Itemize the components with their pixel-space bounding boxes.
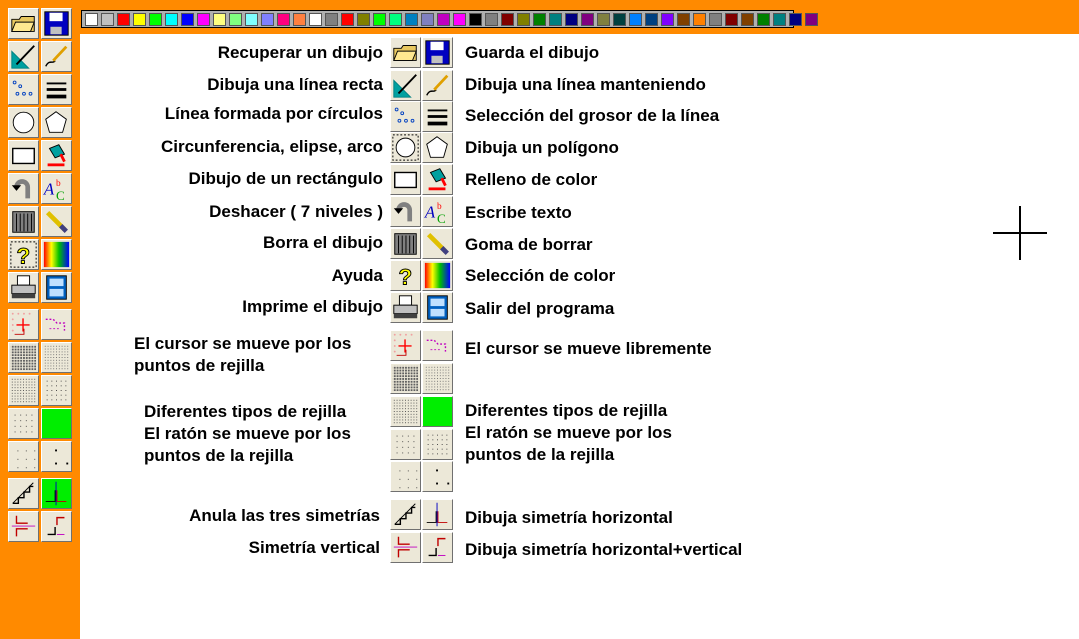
circle-icon[interactable] [8, 107, 39, 138]
printer-icon [390, 292, 421, 323]
label-horizontal-symmetry: Dibuja simetría horizontal [465, 508, 673, 527]
color-swatch[interactable] [165, 13, 178, 26]
grid-medium-icon[interactable] [41, 342, 72, 373]
grid-sparse-icon [422, 429, 453, 460]
label-text: Escribe texto [465, 203, 572, 222]
grid-dense-icon[interactable] [8, 342, 39, 373]
open-folder-icon[interactable] [8, 8, 39, 39]
polygon-icon[interactable] [41, 107, 72, 138]
trash-can-icon[interactable] [8, 206, 39, 237]
svg-text:?: ? [398, 264, 413, 290]
text-icon[interactable] [41, 173, 72, 204]
label-freehand: Dibuja una línea manteniendo [465, 75, 706, 94]
rectangle-icon [390, 164, 421, 195]
color-swatch[interactable] [309, 13, 322, 26]
color-swatch[interactable] [741, 13, 754, 26]
svg-text:?: ? [16, 243, 31, 269]
label-grid-right-3: puntos de la rejilla [465, 445, 615, 464]
horizontal-symmetry-icon[interactable] [41, 478, 72, 509]
grid-wide-icon[interactable] [8, 408, 39, 439]
dotted-line-icon [390, 101, 421, 132]
vertical-symmetry-icon[interactable] [8, 511, 39, 542]
color-swatch[interactable] [485, 13, 498, 26]
label-rectangle: Dibujo de un rectángulo [188, 169, 383, 188]
grid-max-icon[interactable] [41, 441, 72, 472]
line-icon [390, 70, 421, 101]
color-palette [81, 10, 794, 28]
svg-text:A: A [43, 179, 55, 199]
label-no-symmetry: Anula las tres simetrías [189, 506, 380, 525]
exit-icon[interactable] [41, 272, 72, 303]
help-icon [390, 260, 421, 291]
printer-icon[interactable] [8, 272, 39, 303]
color-swatch[interactable] [293, 13, 306, 26]
polygon-icon [422, 132, 453, 163]
label-grid-left-1: Diferentes tipos de rejilla [144, 402, 347, 421]
label-snap-cursor-2: puntos de rejilla [134, 356, 265, 375]
grid-dense-icon [390, 363, 421, 394]
color-gradient-icon[interactable] [41, 239, 72, 270]
label-dotted-line: Línea formada por círculos [164, 104, 383, 123]
color-swatch[interactable] [277, 13, 290, 26]
color-swatch[interactable] [405, 13, 418, 26]
color-swatch[interactable] [133, 13, 146, 26]
free-cursor-icon[interactable] [41, 309, 72, 340]
grid-max-icon [422, 461, 453, 492]
label-vertical-symmetry: Simetría vertical [248, 538, 380, 557]
color-swatch[interactable] [325, 13, 338, 26]
line-width-icon [422, 101, 453, 132]
color-swatch[interactable] [661, 13, 674, 26]
color-swatch[interactable] [149, 13, 162, 26]
svg-text:C: C [437, 211, 446, 226]
color-swatch[interactable] [549, 13, 562, 26]
label-open: Recuperar un dibujo [217, 43, 383, 62]
color-swatch[interactable] [437, 13, 450, 26]
drawing-canvas[interactable] [80, 34, 1079, 639]
svg-text:b: b [437, 202, 442, 213]
help-icon[interactable] [8, 239, 39, 270]
label-exit: Salir del programa [465, 299, 615, 318]
grid-none-icon [422, 396, 453, 427]
open-folder-icon [390, 37, 421, 68]
svg-text:C: C [56, 188, 65, 203]
label-grid-left-2: El ratón se mueve por los [144, 424, 351, 443]
eraser-icon [422, 228, 453, 259]
fill-bucket-icon [422, 164, 453, 195]
dotted-line-icon[interactable] [8, 74, 39, 105]
snap-cursor-icon[interactable] [8, 309, 39, 340]
label-fill: Relleno de color [465, 170, 598, 189]
color-swatch[interactable] [501, 13, 514, 26]
label-color: Selección de color [465, 266, 616, 285]
crosshair-cursor-vertical [1019, 206, 1021, 260]
color-swatch[interactable] [453, 13, 466, 26]
color-swatch[interactable] [197, 13, 210, 26]
label-grid-right-1: Diferentes tipos de rejilla [465, 401, 668, 420]
color-swatch[interactable] [117, 13, 130, 26]
color-swatch[interactable] [629, 13, 642, 26]
grid-widest-icon [390, 461, 421, 492]
label-both-symmetry: Dibuja simetría horizontal+vertical [465, 540, 743, 559]
grid-fine-icon[interactable] [8, 375, 39, 406]
color-swatch[interactable] [373, 13, 386, 26]
label-line-width: Selección del grosor de la línea [465, 106, 720, 125]
circle-icon [390, 132, 421, 163]
color-swatch[interactable] [389, 13, 402, 26]
color-gradient-icon [422, 260, 453, 291]
color-swatch[interactable] [245, 13, 258, 26]
color-swatch[interactable] [773, 13, 786, 26]
line-width-icon[interactable] [41, 74, 72, 105]
undo-icon [390, 196, 421, 227]
free-cursor-icon [422, 330, 453, 361]
both-symmetry-icon [422, 532, 453, 563]
snap-cursor-icon [390, 330, 421, 361]
color-swatch[interactable] [805, 13, 818, 26]
line-icon[interactable] [8, 41, 39, 72]
color-swatch[interactable] [261, 13, 274, 26]
svg-text:A: A [424, 202, 436, 222]
color-swatch[interactable] [789, 13, 802, 26]
freehand-pen-icon[interactable] [41, 41, 72, 72]
undo-icon[interactable] [8, 173, 39, 204]
label-circle: Circunferencia, elipse, arco [160, 137, 383, 156]
color-swatch[interactable] [757, 13, 770, 26]
color-swatch[interactable] [725, 13, 738, 26]
color-swatch[interactable] [517, 13, 530, 26]
label-print: Imprime el dibujo [242, 297, 383, 316]
label-eraser: Goma de borrar [465, 235, 593, 254]
color-swatch[interactable] [677, 13, 690, 26]
label-line: Dibuja una línea recta [207, 75, 383, 94]
text-icon [422, 196, 453, 227]
eraser-icon[interactable] [41, 206, 72, 237]
grid-fine-icon [390, 396, 421, 427]
grid-sparse-icon[interactable] [41, 375, 72, 406]
vertical-symmetry-icon [390, 532, 421, 563]
color-swatch[interactable] [597, 13, 610, 26]
label-free-cursor: El cursor se mueve libremente [465, 339, 712, 358]
label-help: Ayuda [331, 266, 383, 285]
color-swatch[interactable] [341, 13, 354, 26]
freehand-pen-icon [422, 70, 453, 101]
both-symmetry-icon[interactable] [41, 511, 72, 542]
rectangle-icon[interactable] [8, 140, 39, 171]
trash-can-icon [390, 228, 421, 259]
label-grid-left-3: puntos de la rejilla [144, 446, 294, 465]
label-save: Guarda el dibujo [465, 43, 600, 62]
label-polygon: Dibuja un polígono [465, 138, 619, 157]
color-swatch[interactable] [421, 13, 434, 26]
label-snap-cursor-1: El cursor se mueve por los [134, 334, 352, 353]
fill-bucket-icon[interactable] [41, 140, 72, 171]
no-symmetry-icon[interactable] [8, 478, 39, 509]
color-swatch[interactable] [469, 13, 482, 26]
color-swatch[interactable] [565, 13, 578, 26]
color-swatch[interactable] [613, 13, 626, 26]
color-swatch[interactable] [181, 13, 194, 26]
label-grid-right-2: El ratón se mueve por los [465, 423, 672, 442]
color-swatch[interactable] [645, 13, 658, 26]
color-swatch[interactable] [709, 13, 722, 26]
color-swatch[interactable] [693, 13, 706, 26]
horizontal-symmetry-icon [422, 499, 453, 530]
grid-none-icon[interactable] [41, 408, 72, 439]
color-swatch[interactable] [581, 13, 594, 26]
exit-icon [422, 292, 453, 323]
save-disk-icon[interactable] [41, 8, 72, 39]
color-swatch[interactable] [533, 13, 546, 26]
color-swatch[interactable] [229, 13, 242, 26]
color-swatch[interactable] [213, 13, 226, 26]
label-undo: Deshacer ( 7 niveles ) [209, 202, 383, 221]
no-symmetry-icon [390, 499, 421, 530]
save-disk-icon [422, 37, 453, 68]
color-swatch[interactable] [85, 13, 98, 26]
label-clear: Borra el dibujo [263, 233, 383, 252]
grid-wide-icon [390, 429, 421, 460]
grid-medium-icon [422, 363, 453, 394]
grid-widest-icon[interactable] [8, 441, 39, 472]
color-swatch[interactable] [101, 13, 114, 26]
color-swatch[interactable] [357, 13, 370, 26]
svg-text:b: b [56, 179, 61, 190]
